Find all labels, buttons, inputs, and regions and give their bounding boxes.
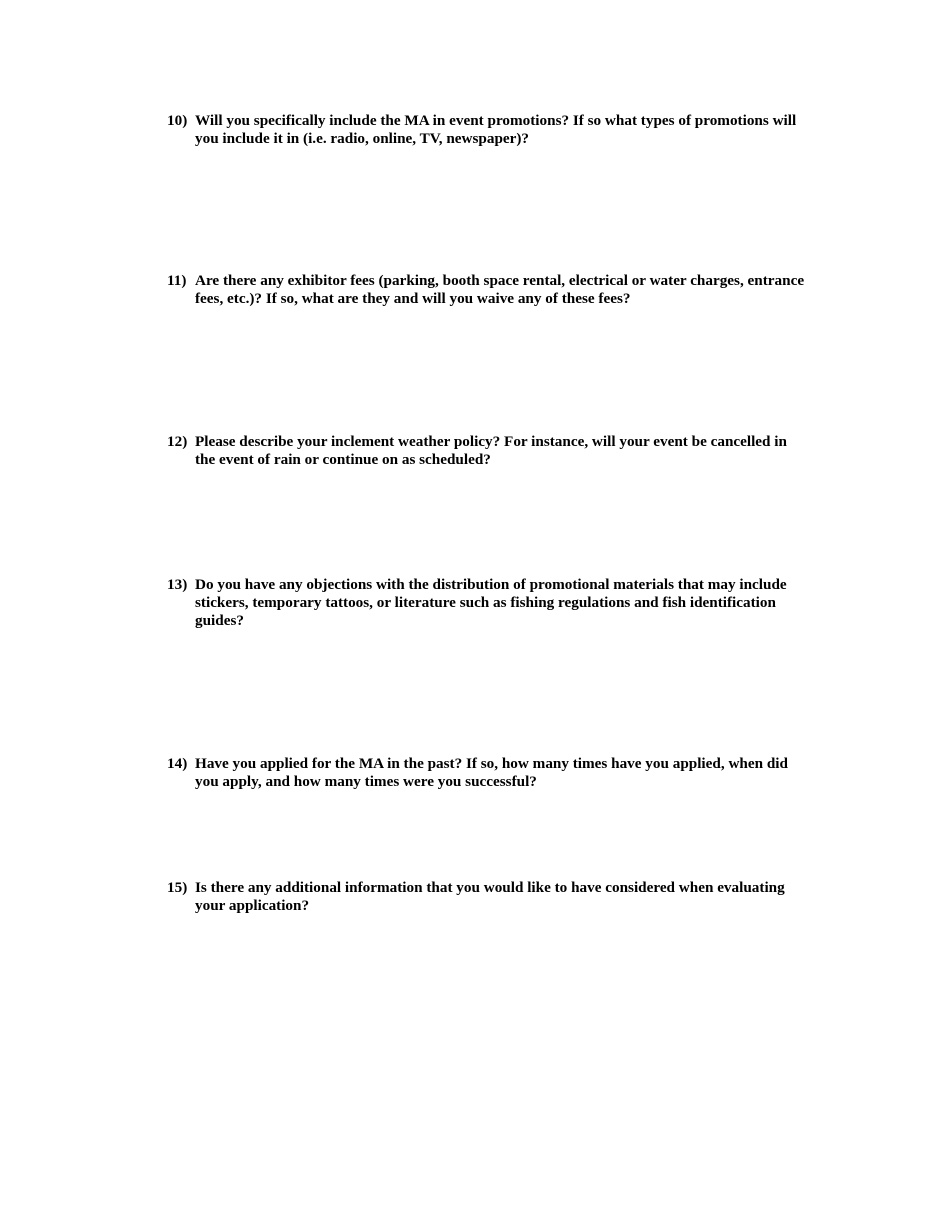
question-number: 15) (167, 879, 188, 896)
question-13 (167, 576, 807, 630)
question-10 (167, 112, 807, 148)
question-text: Do you have any objections with the distribution of promotional materials that may include stickers, temporary tattoos, or literature such as fishing regulations and fish identification guides? (195, 576, 787, 629)
question-11 (167, 272, 807, 308)
question-text: Have you applied for the MA in the past? If so, how many times have you applied, when did you apply, and how many times were you successful? (195, 755, 788, 790)
question-number: 10) (167, 112, 188, 129)
question-text: Are there any exhibitor fees (parking, booth space rental, electrical or water charges, entrance fees, etc.)? If so, what are they and will you waive any of these fees? (195, 272, 805, 307)
question-text: Is there any additional information that you would like to have considered when evaluating your application? (195, 879, 785, 914)
question-text: Will you specifically include the MA in event promotions? If so what types of promotions will you include it in (i.e. radio, online, TV, newspaper)? (195, 112, 797, 147)
question-number: 14) (167, 755, 188, 772)
question-number: 12) (167, 433, 188, 450)
question-14 (167, 755, 807, 791)
question-text: Please describe your inclement weather policy? For instance, will your event be cancelled in the event of rain or continue on as scheduled? (195, 433, 787, 468)
question-15 (167, 879, 807, 915)
question-number: 11) (167, 272, 187, 289)
question-12 (167, 433, 807, 469)
question-number: 13) (167, 576, 188, 593)
